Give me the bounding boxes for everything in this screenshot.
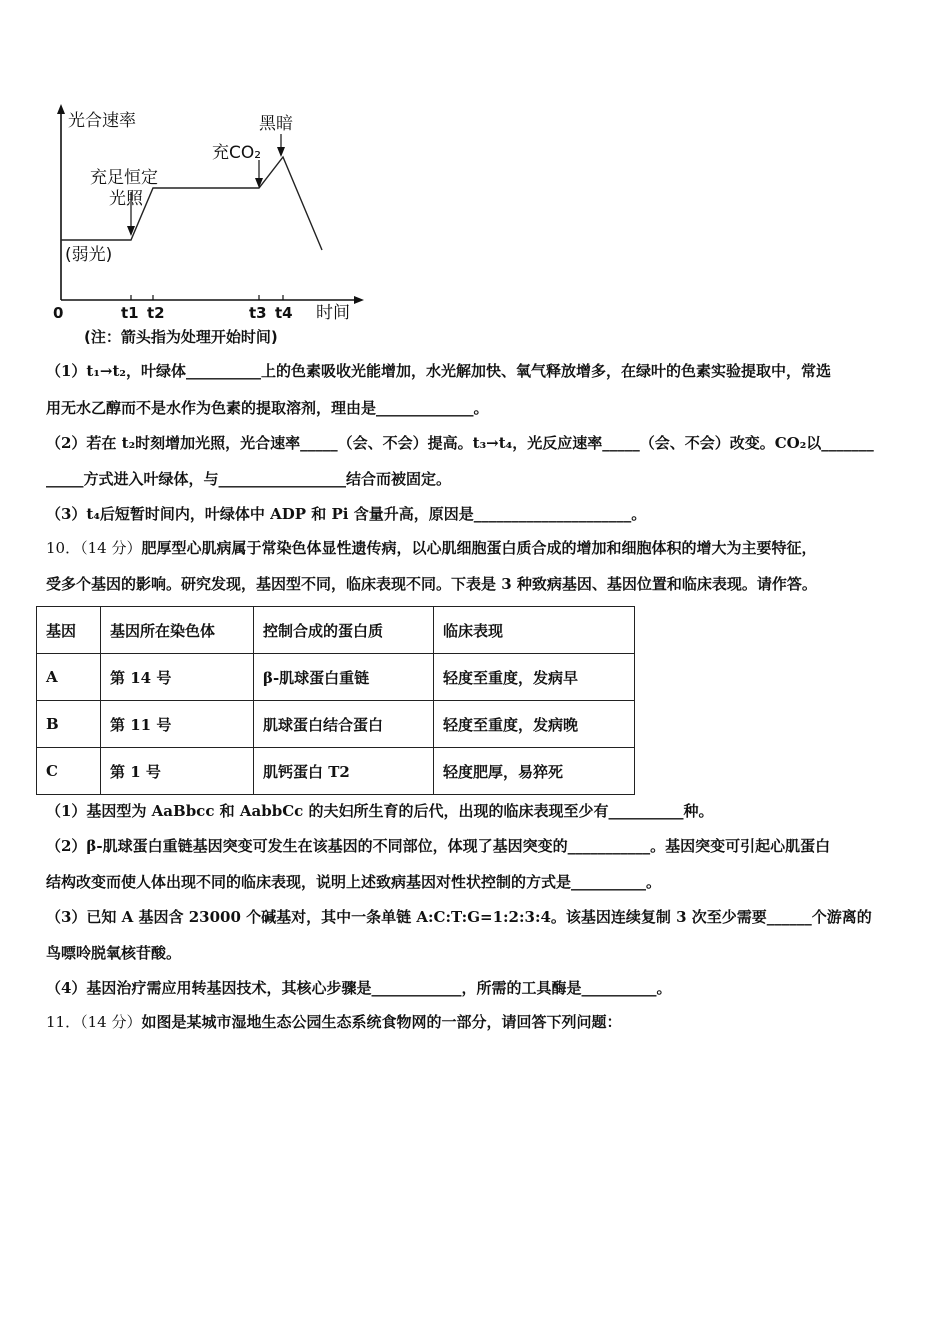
table-cell: 肌球蛋白结合蛋白 (254, 701, 434, 748)
q10-intro-line1 (46, 538, 912, 558)
q11-intro-text: 如图是某城市湿地生态公园生态系统食物网的一部分，请回答下列问题： (141, 1013, 622, 1031)
co2-arrowhead (255, 178, 263, 188)
table-cell: 轻度至重度，发病晚 (434, 701, 635, 748)
q11-number: 11．（14 分） (46, 1013, 142, 1031)
q10-part2-line1: （2）β-肌球蛋白重链基因突变可发生在该基因的不同部位，体现了基因突变的___________。基因突变可引起心肌蛋白 (46, 837, 831, 855)
tick-label-t1: t1 (121, 304, 139, 322)
light-label-line1: 充足恒定 (90, 168, 158, 188)
table-header: 临床表现 (434, 607, 635, 654)
dark-label: 黑暗 (259, 114, 293, 134)
gene-table (36, 606, 635, 795)
q10-intro-line2: 受多个基因的影响。研究发现，基因型不同，临床表现不同。下表是 3 种致病基因、基因位置和临床表现。请作答。 (46, 575, 817, 593)
table-cell: 轻度至重度，发病早 (434, 654, 635, 701)
table-row (37, 654, 635, 701)
table-cell: 轻度肥厚，易猝死 (434, 748, 635, 795)
origin-label: 0 (53, 304, 64, 322)
y-axis-arrow (57, 104, 65, 114)
q9-part1-line1: （1）t₁→t₂，叶绿体__________上的色素吸收光能增加，水光解加快、氧气释放增多，在绿叶的色素实验提取中，常选 (46, 362, 832, 380)
table-row (37, 701, 635, 748)
tick-label-t2: t2 (147, 304, 165, 322)
dark-arrowhead (277, 147, 285, 157)
q9-part2-line2: _____方式进入叶绿体，与_________________结合而被固定。 (46, 470, 452, 488)
table-header: 基因所在染色体 (101, 607, 254, 654)
q9-part1-line2: 用无水乙醇而不是水作为色素的提取溶剂，理由是_____________。 (46, 399, 489, 417)
q10-part3-line2: 鸟嘌呤脱氧核苷酸。 (46, 944, 182, 962)
q10-number: 10．（14 分） (46, 539, 142, 557)
x-axis-label: 时间 (316, 303, 350, 323)
q9-part2-line1: （2）若在 t₂时刻增加光照，光合速率_____（会、不会）提高。t₃→t₄，光反应速率_____（会、不会）改变。CO₂以_______ (46, 434, 874, 452)
photosynthesis-rate-figure (40, 100, 380, 350)
table-header-row (37, 607, 635, 654)
table-cell: β-肌球蛋白重链 (254, 654, 434, 701)
q11-intro (46, 1012, 912, 1032)
rate-graph (40, 100, 380, 350)
co2-label: 充CO₂ (212, 143, 262, 163)
table-row (37, 748, 635, 795)
tick-label-t4: t4 (275, 304, 293, 322)
table-header: 基因 (37, 607, 101, 654)
q9-part3: （3）t₄后短暂时间内，叶绿体中 ADP 和 Pi 含量升高，原因是_____________________。 (46, 505, 647, 523)
x-axis-arrow (354, 296, 364, 304)
light-label-line2: 光照 (109, 189, 143, 209)
q10-intro-text: 肥厚型心肌病属于常染色体显性遗传病，以心肌细胞蛋白质合成的增加和细胞体积的增大为主要特征， (141, 539, 817, 557)
weak-light-label: (弱光) (65, 245, 113, 265)
table-header: 控制合成的蛋白质 (254, 607, 434, 654)
table-cell: C (37, 748, 101, 795)
table-cell: 第 14 号 (101, 654, 254, 701)
q10-part2-line2: 结构改变而使人体出现不同的临床表现，说明上述致病基因对性状控制的方式是__________。 (46, 873, 662, 891)
table-cell: 第 11 号 (101, 701, 254, 748)
q10-part1: （1）基因型为 AaBbcc 和 AabbCc 的夫妇所生育的后代，出现的临床表现至少有__________种。 (46, 802, 714, 820)
tick-label-t3: t3 (249, 304, 267, 322)
table-cell: 肌钙蛋白 T2 (254, 748, 434, 795)
q10-part3-line1: （3）已知 A 基因含 23000 个碱基对，其中一条单链 A:C:T:G=1:2:3:4。该基因连续复制 3 次至少需要______个游离的 (46, 908, 872, 926)
table-cell: A (37, 654, 101, 701)
figure-note: (注：箭头指为处理开始时间) (84, 328, 278, 346)
q10-part4: （4）基因治疗需应用转基因技术，其核心步骤是____________，所需的工具酶是__________。 (46, 979, 672, 997)
y-axis-label: 光合速率 (68, 111, 136, 131)
table-cell: 第 1 号 (101, 748, 254, 795)
table-cell: B (37, 701, 101, 748)
